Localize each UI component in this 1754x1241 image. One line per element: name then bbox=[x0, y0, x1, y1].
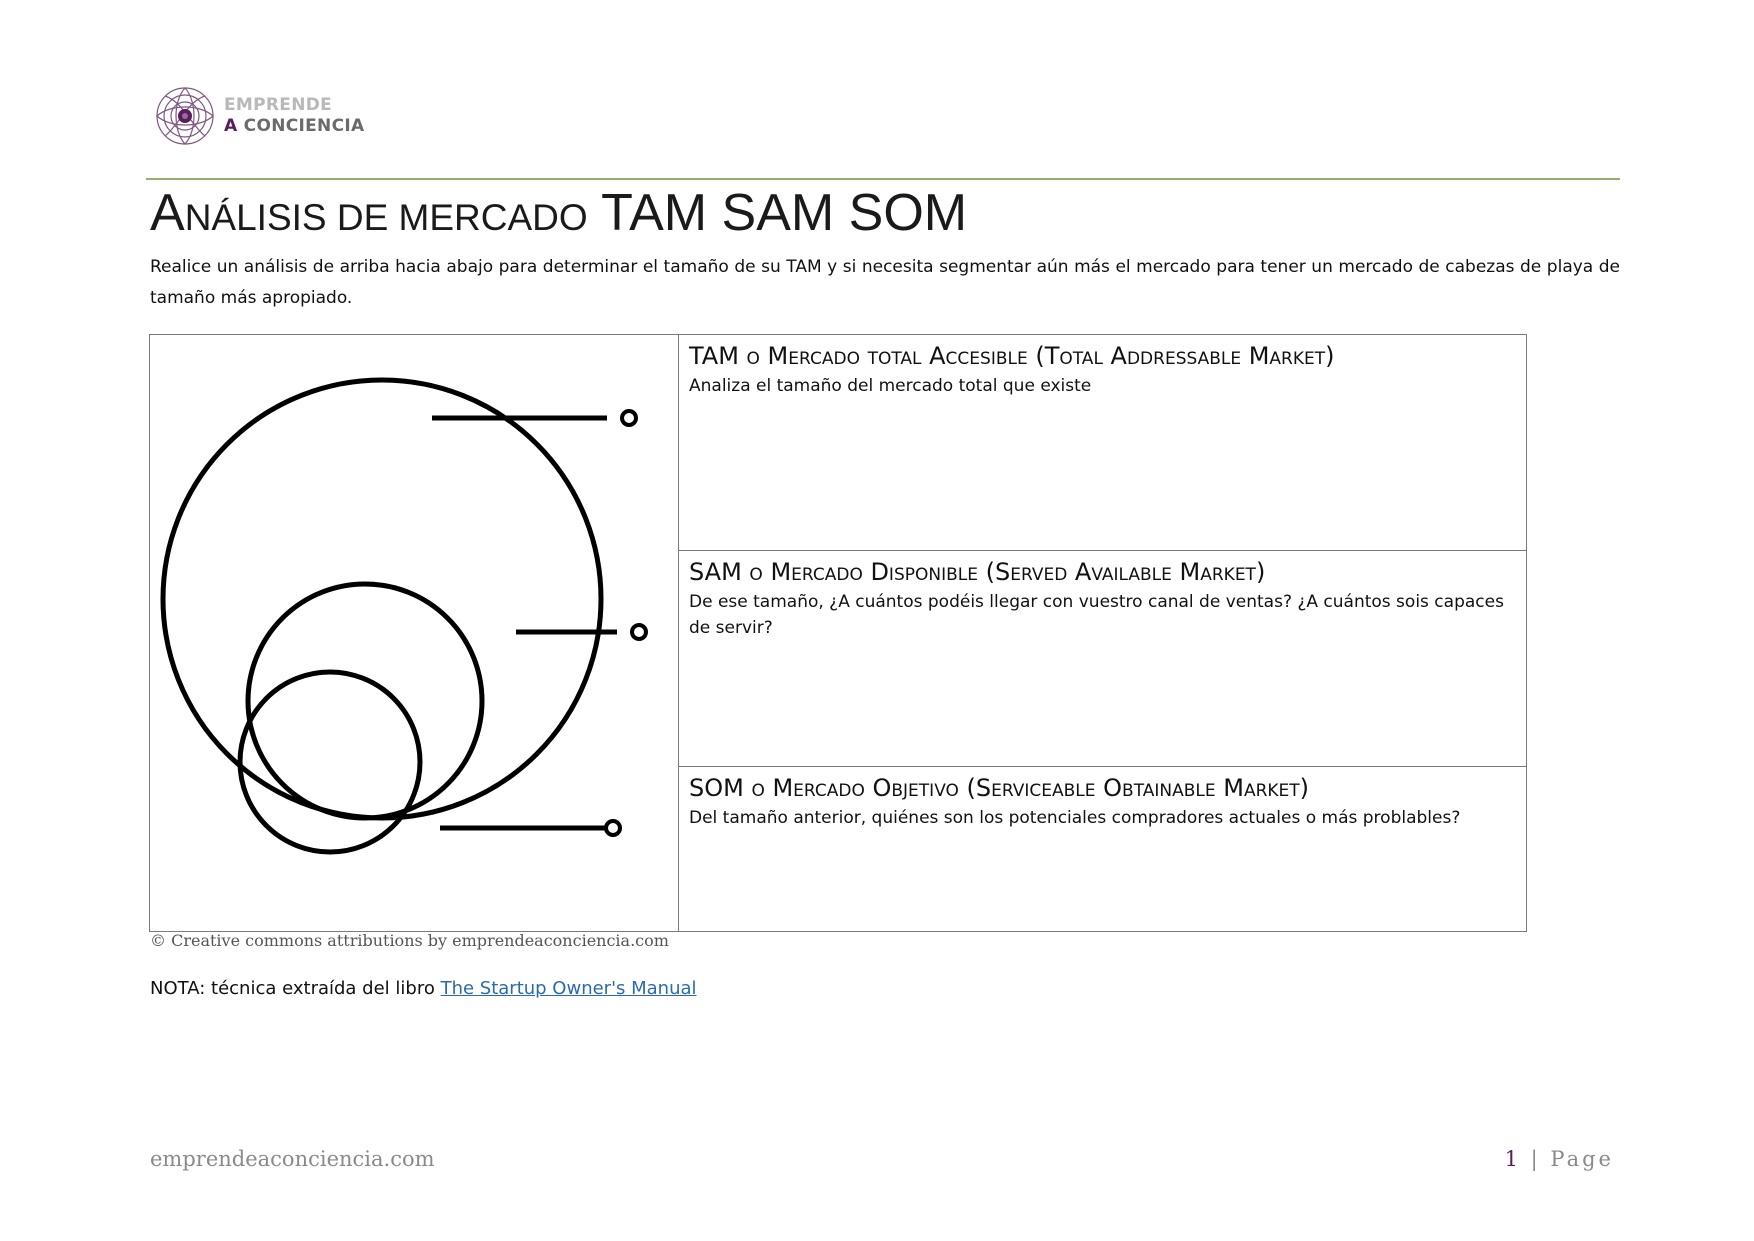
note-prefix: NOTA: técnica extraída del libro bbox=[150, 978, 441, 999]
note-line bbox=[150, 976, 697, 1002]
page-number: 1 bbox=[1504, 1147, 1521, 1171]
tam-cell bbox=[679, 335, 1526, 551]
som-title: SOM o Mercado Objetivo (Serviceable Obtainable Market) bbox=[689, 774, 1310, 802]
brand-line-2-rest: CONCIENCIA bbox=[237, 116, 365, 136]
sam-title: SAM o Mercado Disponible (Served Available Market) bbox=[689, 558, 1266, 586]
page-title bbox=[150, 182, 967, 249]
title-smallcaps: NÁLISIS DE MERCADO bbox=[184, 197, 588, 238]
book-link[interactable]: The Startup Owner's Manual bbox=[440, 978, 697, 999]
credit-line: © Creative commons attributions by emprendeaconciencia.com bbox=[150, 931, 669, 950]
sam-cell bbox=[679, 551, 1526, 767]
tam-sam-som-table bbox=[149, 334, 1527, 932]
brand-line-2 bbox=[224, 116, 364, 137]
sam-description: De ese tamaño, ¿A cuántos podéis llegar con vuestro canal de ventas? ¿A cuántos sois capaces de servir? bbox=[689, 592, 1504, 638]
sam-circle bbox=[248, 584, 482, 818]
brand-wordmark bbox=[224, 95, 364, 137]
diagram-cell bbox=[150, 335, 679, 931]
footer-site: emprendeaconciencia.com bbox=[150, 1147, 435, 1171]
footer-page-number bbox=[1505, 1147, 1614, 1171]
tam-leader-dot bbox=[622, 411, 636, 425]
brand-logo bbox=[152, 80, 392, 152]
title-rest: TAM SAM SOM bbox=[587, 184, 968, 242]
sam-leader-dot bbox=[632, 625, 646, 639]
brand-line-1: EMPRENDE bbox=[224, 95, 333, 115]
intro-paragraph: Realice un análisis de arriba hacia abajo para determinar el tamaño de su TAM y si necesita segmentar aún más el mercado para tener un mercado de cabezas de playa de tamaño más apropiado. bbox=[150, 257, 1620, 308]
som-description: Del tamaño anterior, quiénes son los potenciales compradores actuales o más problables? bbox=[689, 808, 1461, 828]
tam-title: TAM o Mercado total Accesible (Total Addressable Market) bbox=[689, 342, 1335, 370]
tam-description: Analiza el tamaño del mercado total que existe bbox=[689, 376, 1092, 396]
nested-circles-diagram-icon bbox=[150, 335, 678, 931]
som-cell bbox=[679, 767, 1526, 931]
tam-circle bbox=[163, 380, 601, 818]
som-leader-dot bbox=[606, 821, 620, 835]
lotus-mandala-icon bbox=[152, 81, 218, 151]
brand-accent-letter: A bbox=[224, 116, 238, 136]
title-initial: A bbox=[150, 184, 185, 242]
header-rule bbox=[146, 178, 1620, 180]
page-label: | Page bbox=[1520, 1147, 1614, 1171]
